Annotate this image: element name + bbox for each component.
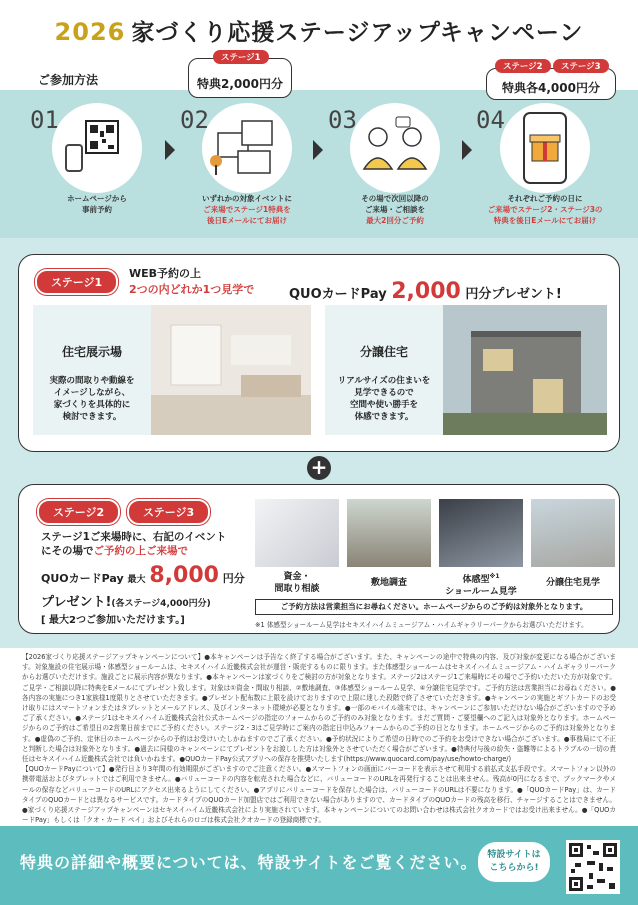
stage23-limit: [ 最大2つご参加いただけます。] xyxy=(41,615,185,626)
how-label: ご参加方法 xyxy=(22,68,142,90)
line2a: にその場で xyxy=(41,545,94,557)
bub-line: こちらから! xyxy=(489,863,539,873)
stage23-present xyxy=(41,591,211,610)
cap-line: その場で次回以降の xyxy=(361,194,429,203)
header xyxy=(0,0,638,238)
bub-line: 特設サイトは xyxy=(487,850,541,860)
qr-phone-icon xyxy=(52,103,142,193)
line2b: ご予約の上ご来場で xyxy=(93,545,188,557)
model-home-title: 住宅展示場 xyxy=(61,345,122,359)
house-desc xyxy=(325,375,443,423)
prize-amount: 2,000 xyxy=(391,279,461,304)
sale-house-photo xyxy=(531,499,615,567)
stage1-line1: WEB予約の上 xyxy=(129,267,202,280)
bubble-tag: ステージ1 xyxy=(213,50,269,64)
qr-code-icon[interactable] xyxy=(566,840,620,894)
bubble-tag-2: ステージ2 xyxy=(495,59,551,73)
cap-line xyxy=(470,204,620,215)
cap-line: ご来場・ご相談を xyxy=(365,205,425,214)
terms-para: 【2026家づくり応援ステージアップキャンペーンについて】●本キャンペーンは予告なく終了する場合がございます。また、キャンペーンの途中で特典の内容、及び対象が変更になる場合がございます。対象施設の住宅展示場・体感型ショールームは、セキスイハイム近畿株式会社が運営・販売するものに限ります。また体感型ショールームはセキスイハイムミュージアム・ハイムギャラリーパークからお選びいただけます。施設ごとに展示内容が異なります。●本キャンペーンは家づくりをご検討の方が対象となります。ステージ2はステージ1ご来場時にその場でご予約いただいた方が対象です。ご見学・ご相談以降に特典をEメールにてプレゼント致します。対象は①資金・間取り相談、②敷地調査、③体感型ショールーム見学、④分譲住宅見学です。ご予約方法は営業担当にお尋ねください。●各内容の実施につき1家族様1度限りとさせていただきます。●プレゼント配布数に上限を設けておりますので上限に達した段階で終了させていただきます。●キャンペーンの実施とギフトカードのお受け取りにはスマートフォンまたはタブレットとメールアドレス、及びインターネット環境が必要となります。●一部のモバイル端末では、キャンペーンにご参加いただけない場合がございますので予めご了承ください。●ステージ1はセキスイハイム近畿株式会社公式ホームページの指定のフォームからのご予約のみ対象となります。まだご質問・ご要望欄へのご記入は対象外となります。ホームページからのご予約はご希望日の2営業日前までにご予約ください。ステージ2・3はご見学時にご案内の指定日申込みフォームからのご予約の日となります。ホームページからのご予約は対象外となります。●虚偽のご予約、定休日のホームページからの予約はお受けいたしかねますのでご了承ください。●予約状況によりご希望の日時でのご予約をお受けできない場合がございます。●事務局にて不正と判断した場合は対象外となります。●過去に同様のキャンペーンにてプレゼントをお渡しした方は対象外とさせていただく場合がございます。●特典付与後の紛失・盗難等によるトラブルの一切の責任はセキスイハイム近畿株式会社では負いかねます。●QUOカードPay公式アプリへの保存を推奨いたします(https://www.quocard.com/pay/use/howto-charge/) xyxy=(22,653,616,764)
cap-line: 事前予約 xyxy=(82,205,112,214)
desc-line: イメージしながら、 xyxy=(53,388,131,398)
step-caption xyxy=(22,193,172,215)
stage23-bubble xyxy=(486,62,616,100)
prize-pre-2: QUOカードPay xyxy=(41,572,124,585)
prize-post: 円分プレゼント! xyxy=(465,287,562,302)
title-text: 家づくり応援ステージアップキャンペーン xyxy=(131,20,584,46)
arrow-icon xyxy=(313,140,323,160)
ev-line: ショールーム見学 xyxy=(445,587,517,597)
bubble-text: 特典2,000円分 xyxy=(197,77,283,91)
cap-line: 特典を後日Eメールにてお届け xyxy=(493,216,597,225)
stage1-badge: ステージ1 xyxy=(35,269,118,295)
consult-photo xyxy=(255,499,339,567)
desc-line: 体感できます。 xyxy=(354,412,414,422)
present-paren: (各ステージ4,000円分) xyxy=(111,599,211,609)
interior-image xyxy=(151,305,311,435)
desc-line: 家づくりを具体的に xyxy=(53,400,131,410)
stage1-line2: 2つの内どれか1つ見学で xyxy=(129,283,255,296)
ev-sup: ※1 xyxy=(489,573,500,580)
arrow-icon xyxy=(462,140,472,160)
step-circle xyxy=(500,103,590,193)
desc-line: 空間や使い勝手を xyxy=(349,400,418,410)
bubble-text-2: 特典各4,000円分 xyxy=(502,81,600,95)
step-circle xyxy=(52,103,142,193)
plus-icon: + xyxy=(307,456,331,480)
desc-line: 見学できるので xyxy=(354,388,414,398)
house-event-icon xyxy=(202,103,292,193)
ev-line: 間取り相談 xyxy=(274,584,320,594)
footer-text: 特典の詳細や概要については、特設サイトをご覧ください。 xyxy=(20,853,478,872)
cap-red: ご来場でステージ2・ステージ3の xyxy=(487,205,603,214)
ev-line xyxy=(439,571,523,586)
site-photo xyxy=(347,499,431,567)
event-sale-house: 分譲住宅見学 xyxy=(545,578,600,588)
step-caption xyxy=(320,193,470,226)
qr-pattern xyxy=(569,843,617,891)
footer xyxy=(0,826,638,905)
gift-phone-icon xyxy=(500,103,590,193)
arrow-icon xyxy=(165,140,175,160)
desc-line: リアルサイズの住まいを xyxy=(337,376,431,386)
terms-para-2: 【QUOカードPayについて】●発行日より3年間の有効期限がございますのでご注意ください。●スマートフォンの画面にバーコードを表示させて利用する前払式支払手段です。スマートフォン以外の携帯電話およびタブレットではご利用できません。●バリューコードの内容を転売された場合などに、バリューコードのURLを再発行することは出来ません。残高が0円になるまで、ブックマークやメールの保存などバリューコードのURLにアクセス出来るようにしてください。●アプリにバリューコードを保存した場合は、バリューコードのURLは不要になります。●「QUOカードPay」は、カードタイプのQUOカードとは異なるサービスです。カードタイプのQUOカード加盟店ではご利用できない場合がありますので、カードタイプのQUOカードの残高を移行、チャージすることはできません。●家づくり応援ステージアップキャンペーンはセキスイハイム近畿株式会社により実施されています。本キャンペーンについてのお問い合わせは株式会社クオカードではお受け出来ません。●「QUOカードPay」もしくは「クオ・カード ペイ」およびそれらのロゴは株式会社クオカードの登録商標です。 xyxy=(22,765,616,825)
stage1-panel xyxy=(18,254,620,452)
prize-amount-2: 8,000 xyxy=(149,563,219,588)
prize-pre: QUOカードPay xyxy=(289,287,387,302)
house-title: 分譲住宅 xyxy=(359,345,408,359)
desc-line: 検討できます。 xyxy=(62,412,122,422)
step-caption xyxy=(470,193,620,226)
cap-line: いずれかの対象イベントに xyxy=(202,194,292,203)
stage1-prize xyxy=(289,279,562,304)
event-site: 敷地調査 xyxy=(370,578,407,588)
showroom-footnote: ※1 体感型ショールーム見学はセキスイハイムミュージアム・ハイムギャラリーパークからお選びいただけます。 xyxy=(255,621,588,629)
title-year: 2026 xyxy=(54,18,126,46)
step-number: 03 xyxy=(328,106,357,134)
model-home-desc xyxy=(33,375,151,423)
cap-line: ホームページから xyxy=(67,194,127,203)
step-circle xyxy=(350,103,440,193)
cap-line: ご来場でステージ1特典を xyxy=(203,205,291,214)
stage3-badge: ステージ3 xyxy=(127,499,210,525)
step-caption xyxy=(172,193,322,226)
page-title xyxy=(0,14,638,47)
step-circle xyxy=(202,103,292,193)
desc-line: 実際の間取りや動線を xyxy=(49,376,135,386)
cap-line: 後日Eメールにてお届け xyxy=(207,216,287,225)
event-consult xyxy=(255,571,339,595)
cap-line: 最大2回分ご予約 xyxy=(366,216,424,225)
footer-bubble[interactable] xyxy=(478,842,550,882)
stage1-bubble xyxy=(188,53,292,98)
stage2-badge: ステージ2 xyxy=(37,499,120,525)
event-showroom xyxy=(439,571,523,598)
terms-text xyxy=(22,652,616,825)
prize-post-2: 円分 xyxy=(222,572,245,585)
model-home-photo xyxy=(151,305,311,435)
step-number: 02 xyxy=(180,106,209,134)
step-number: 01 xyxy=(30,106,59,134)
cap-line: それぞれご予約の日に xyxy=(507,194,583,203)
present-text: プレゼント! xyxy=(41,595,112,610)
stage23-panel xyxy=(18,484,620,634)
step-number: 04 xyxy=(476,106,505,134)
stage23-prize xyxy=(41,563,245,588)
house-photo xyxy=(443,305,607,435)
reserve-note: ご予約方法は営業担当にお尋ねください。ホームページからのご予約は対象外となります。 xyxy=(255,599,613,615)
ev-line: 資金・ xyxy=(283,572,311,582)
prize-max: 最大 xyxy=(127,575,146,585)
exterior-image xyxy=(443,305,607,435)
stage23-line1: ステージ1ご来場時に、右記のイベント xyxy=(41,531,227,543)
ev-text: 体感型 xyxy=(462,575,490,585)
stage23-line2 xyxy=(41,543,188,558)
bubble-tag-3: ステージ3 xyxy=(553,59,609,73)
showroom-photo xyxy=(439,499,523,567)
consult-people-icon xyxy=(350,103,440,193)
